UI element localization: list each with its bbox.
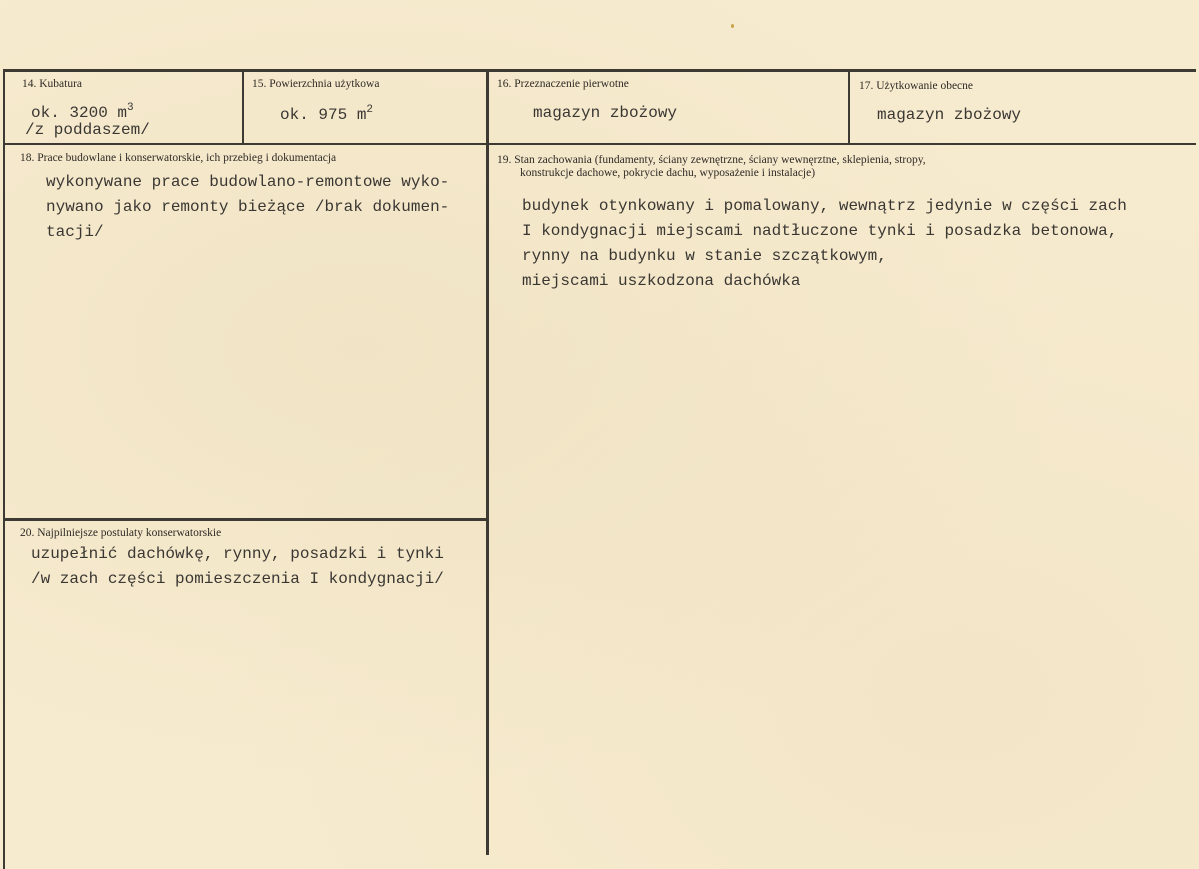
field-label: 15. Powierzchnia użytkowa — [252, 78, 380, 90]
field-label: 14. Kubatura — [22, 78, 83, 90]
text-line: uzupełnić dachówkę, rynny, posadzki i tynki — [31, 545, 444, 563]
text-line: /w zach części pomieszczenia I kondygnacji/ — [31, 570, 444, 588]
text-line: wykonywane prace budowlano-remontowe wyko- — [46, 173, 450, 191]
unit-exponent: 2 — [366, 104, 374, 116]
field-label: 19. Stan zachowania (fundamenty, ściany zewnętrzne, ściany wewnęrztne, sklepienia, stropy, — [497, 154, 926, 166]
rule-v-17 — [848, 69, 850, 145]
text-line: rynny na budynku w stanie szczątkowym, — [522, 247, 887, 265]
paper-speck — [731, 24, 734, 28]
area-value: ok. 975 m — [280, 106, 367, 124]
field-label: 20. Najpilniejsze postulaty konserwatorskie — [20, 527, 222, 539]
text-line: nywano jako remonty bieżące /brak dokumen- — [46, 198, 450, 216]
field-label: 17. Użytkowanie obecne — [859, 80, 974, 92]
field-value — [280, 104, 373, 124]
rule-v-15 — [242, 69, 244, 145]
text-line: miejscami uszkodzona dachówka — [522, 272, 801, 290]
text-line: budynek otynkowany i pomalowany, wewnątrz jedynie w części zach — [522, 197, 1127, 215]
field-value: magazyn zbożowy — [533, 104, 678, 122]
unit-exponent: 3 — [127, 102, 134, 114]
field-label: 16. Przeznaczenie pierwotne — [497, 78, 629, 90]
rule-section20 — [3, 518, 488, 521]
text-line: I kondygnacji miejscami nadtłuczone tynki i posadzka betonowa, — [522, 222, 1118, 240]
field-value-line2: /z poddaszem/ — [25, 121, 150, 139]
field-text — [46, 170, 449, 245]
field-value: magazyn zbożowy — [877, 106, 1022, 124]
field-label: 18. Prace budowlane i konserwatorskie, ich przebieg i dokumentacja — [20, 152, 337, 164]
field-value — [31, 102, 134, 122]
rule-row2 — [3, 143, 1196, 145]
rule-v-main — [486, 69, 489, 855]
field-text — [522, 194, 1127, 294]
field-label-cont: konstrukcje dachowe, pokrycie dachu, wyposażenie i instalacje) — [520, 167, 816, 179]
field-text — [31, 542, 444, 592]
volume-value: ok. 3200 m — [31, 104, 128, 122]
rule-left-edge — [3, 69, 5, 869]
rule-top — [3, 69, 1196, 72]
text-line: tacji/ — [46, 223, 104, 241]
